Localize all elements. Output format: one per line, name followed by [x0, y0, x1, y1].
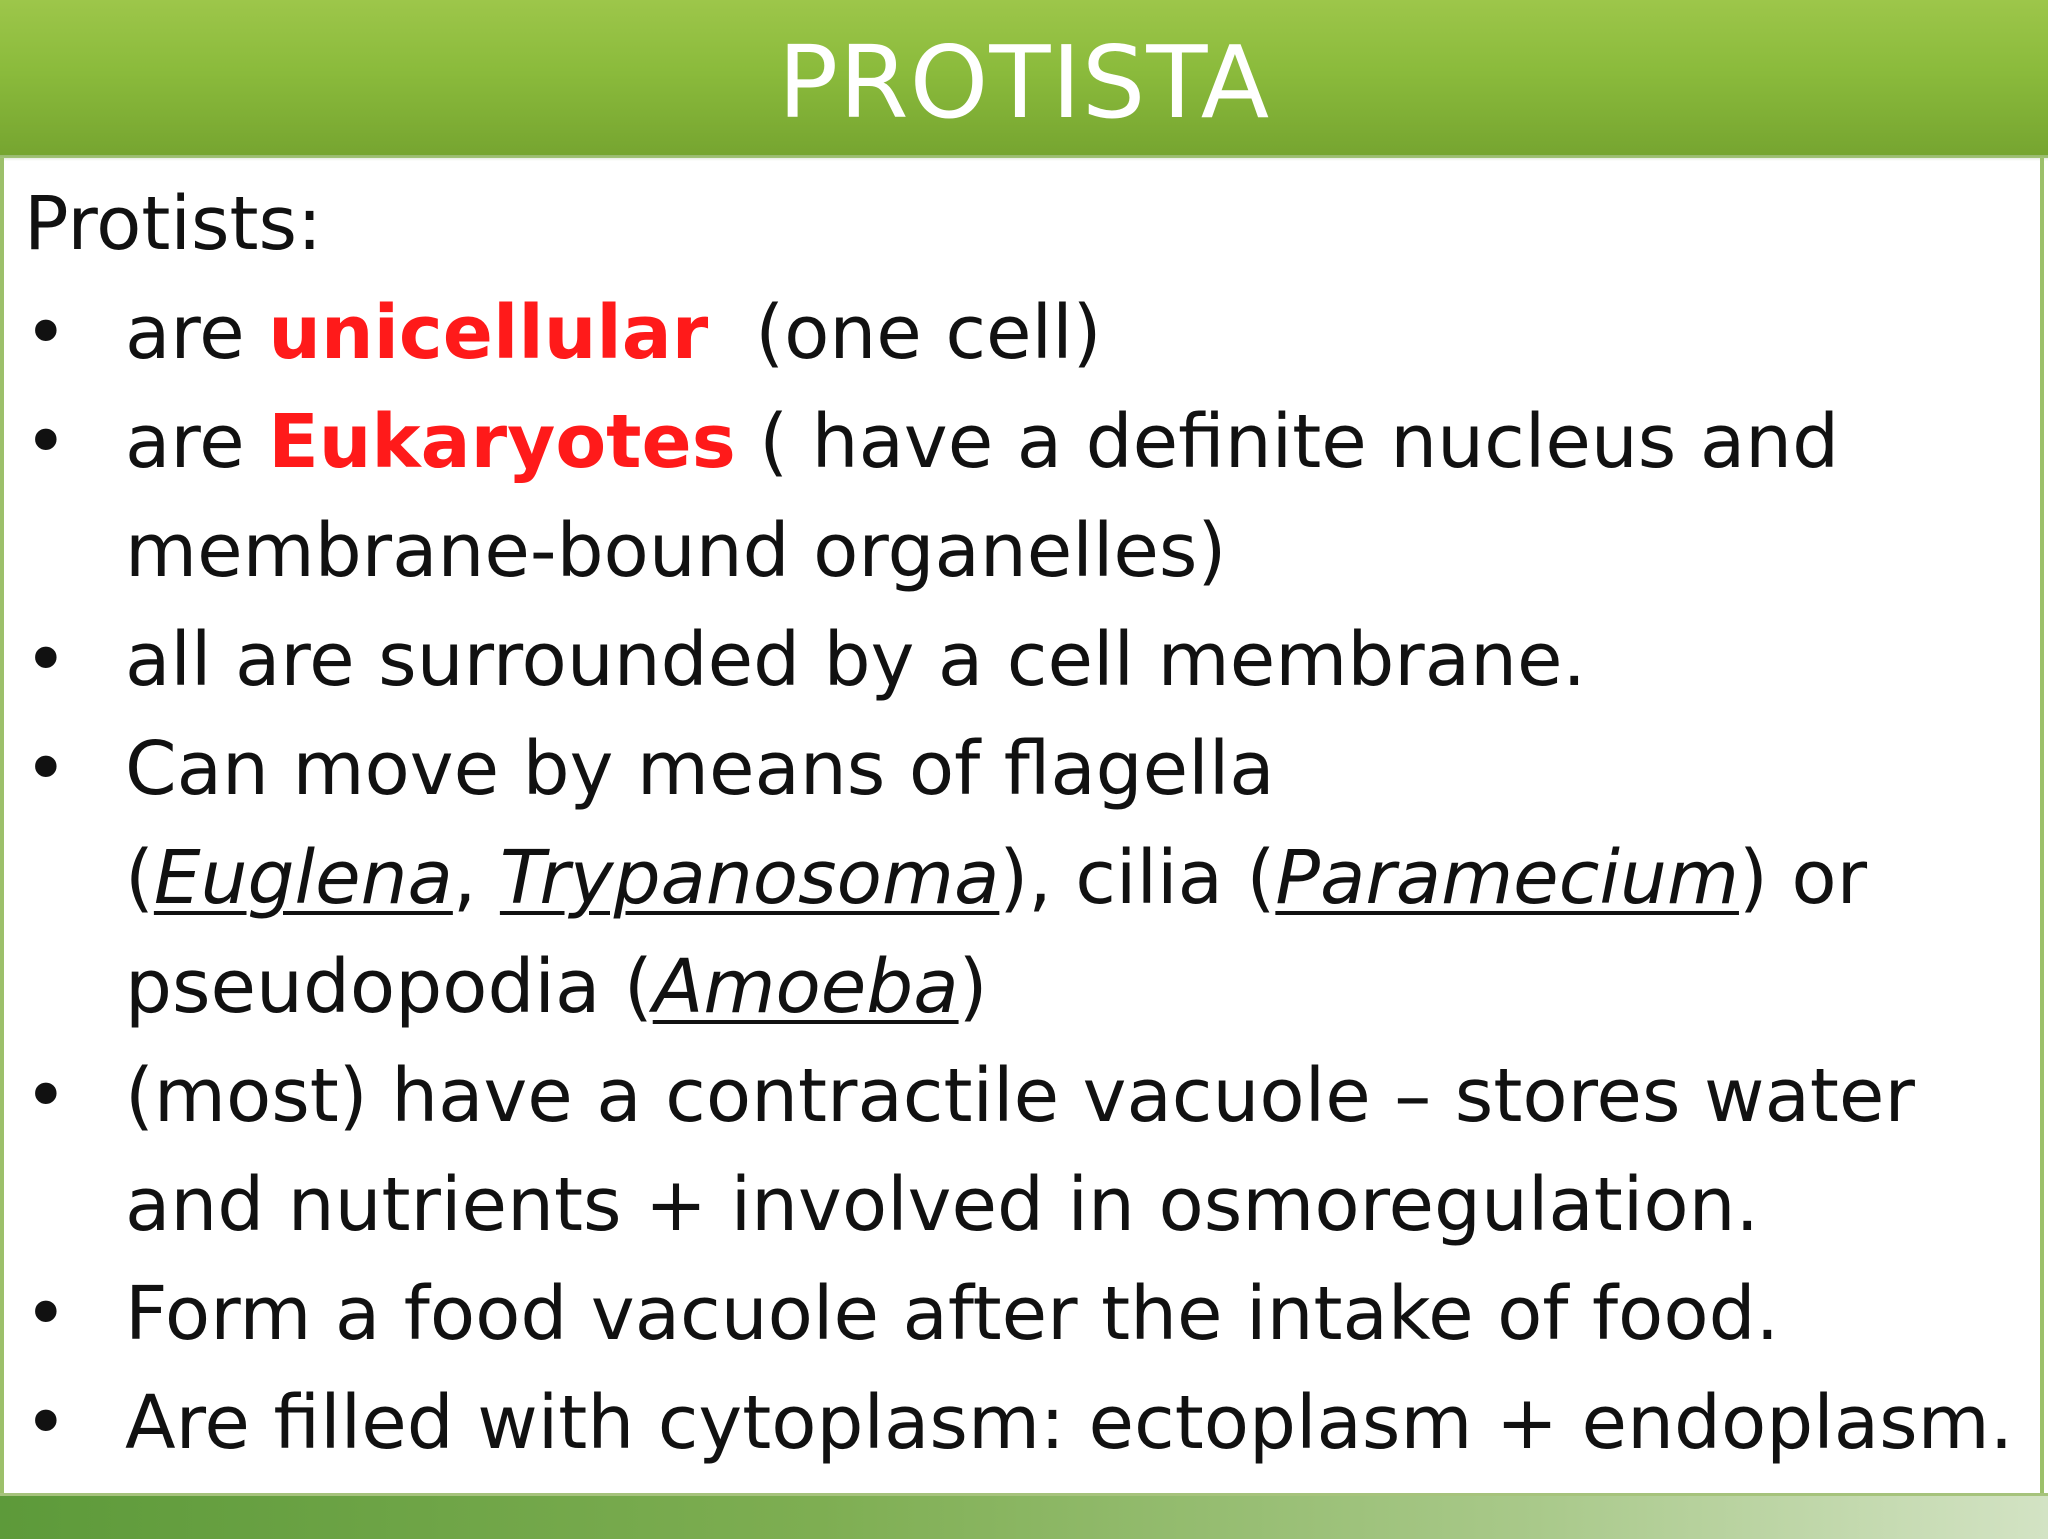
bullet-icon: •: [24, 617, 68, 703]
bullet-text: and nutrients + involved in osmoregulation.: [125, 1162, 1760, 1248]
bullet-text: membrane-bound organelles): [125, 508, 1227, 594]
bullet-icon: •: [24, 1380, 68, 1466]
bullet-text: Can move by means of flagella: [125, 726, 1275, 812]
bullet-item-movement: [24, 715, 2024, 1042]
slide-title: PROTISTA: [777, 24, 1271, 141]
bullet-text: (: [125, 835, 154, 921]
footer-bar: [0, 1493, 2048, 1539]
bullet-text: are: [125, 399, 269, 485]
title-bar: [0, 0, 2048, 158]
bullet-text: ,: [452, 835, 500, 921]
bullet-icon: •: [24, 290, 68, 376]
species-name: Amoeba: [652, 944, 959, 1030]
bullet-text: are: [125, 290, 269, 376]
slide-body: [24, 170, 2024, 1478]
species-name: Trypanosoma: [499, 835, 1000, 921]
bullet-text: Form a food vacuole after the intake of food.: [125, 1271, 1780, 1357]
bullet-text: pseudopodia (: [125, 944, 653, 1030]
bullet-item-cell-membrane: [24, 606, 2024, 715]
bullet-item-cytoplasm: [24, 1369, 2024, 1478]
bullet-text: ) or: [1738, 835, 1868, 921]
bullet-item-food-vacuole: [24, 1260, 2024, 1369]
bullet-text: all are surrounded by a cell membrane.: [125, 617, 1587, 703]
bullet-text: ( have a definite nucleus and: [735, 399, 1840, 485]
bullet-icon: •: [24, 1053, 68, 1139]
species-name: Euglena: [153, 835, 453, 921]
bullet-icon: •: [24, 1271, 68, 1357]
bullet-list: [24, 279, 2024, 1478]
bullet-item-eukaryotes: [24, 388, 2024, 606]
bullet-text: ): [958, 944, 988, 1030]
bullet-icon: •: [24, 726, 68, 812]
highlight-term: Eukaryotes: [268, 399, 736, 485]
bullet-text: ), cilia (: [999, 835, 1276, 921]
bullet-text: (one cell): [708, 290, 1102, 376]
bullet-text: (most) have a contractile vacuole – stores water: [125, 1053, 1915, 1139]
lead-text: Protists:: [24, 181, 323, 267]
bullet-item-unicellular: [24, 279, 2024, 388]
bullet-text: Are filled with cytoplasm: ectoplasm + endoplasm.: [125, 1380, 2014, 1466]
species-name: Paramecium: [1275, 835, 1739, 921]
highlight-term: unicellular: [268, 290, 709, 376]
bullet-icon: •: [24, 399, 68, 485]
bullet-item-contractile-vacuole: [24, 1042, 2024, 1260]
